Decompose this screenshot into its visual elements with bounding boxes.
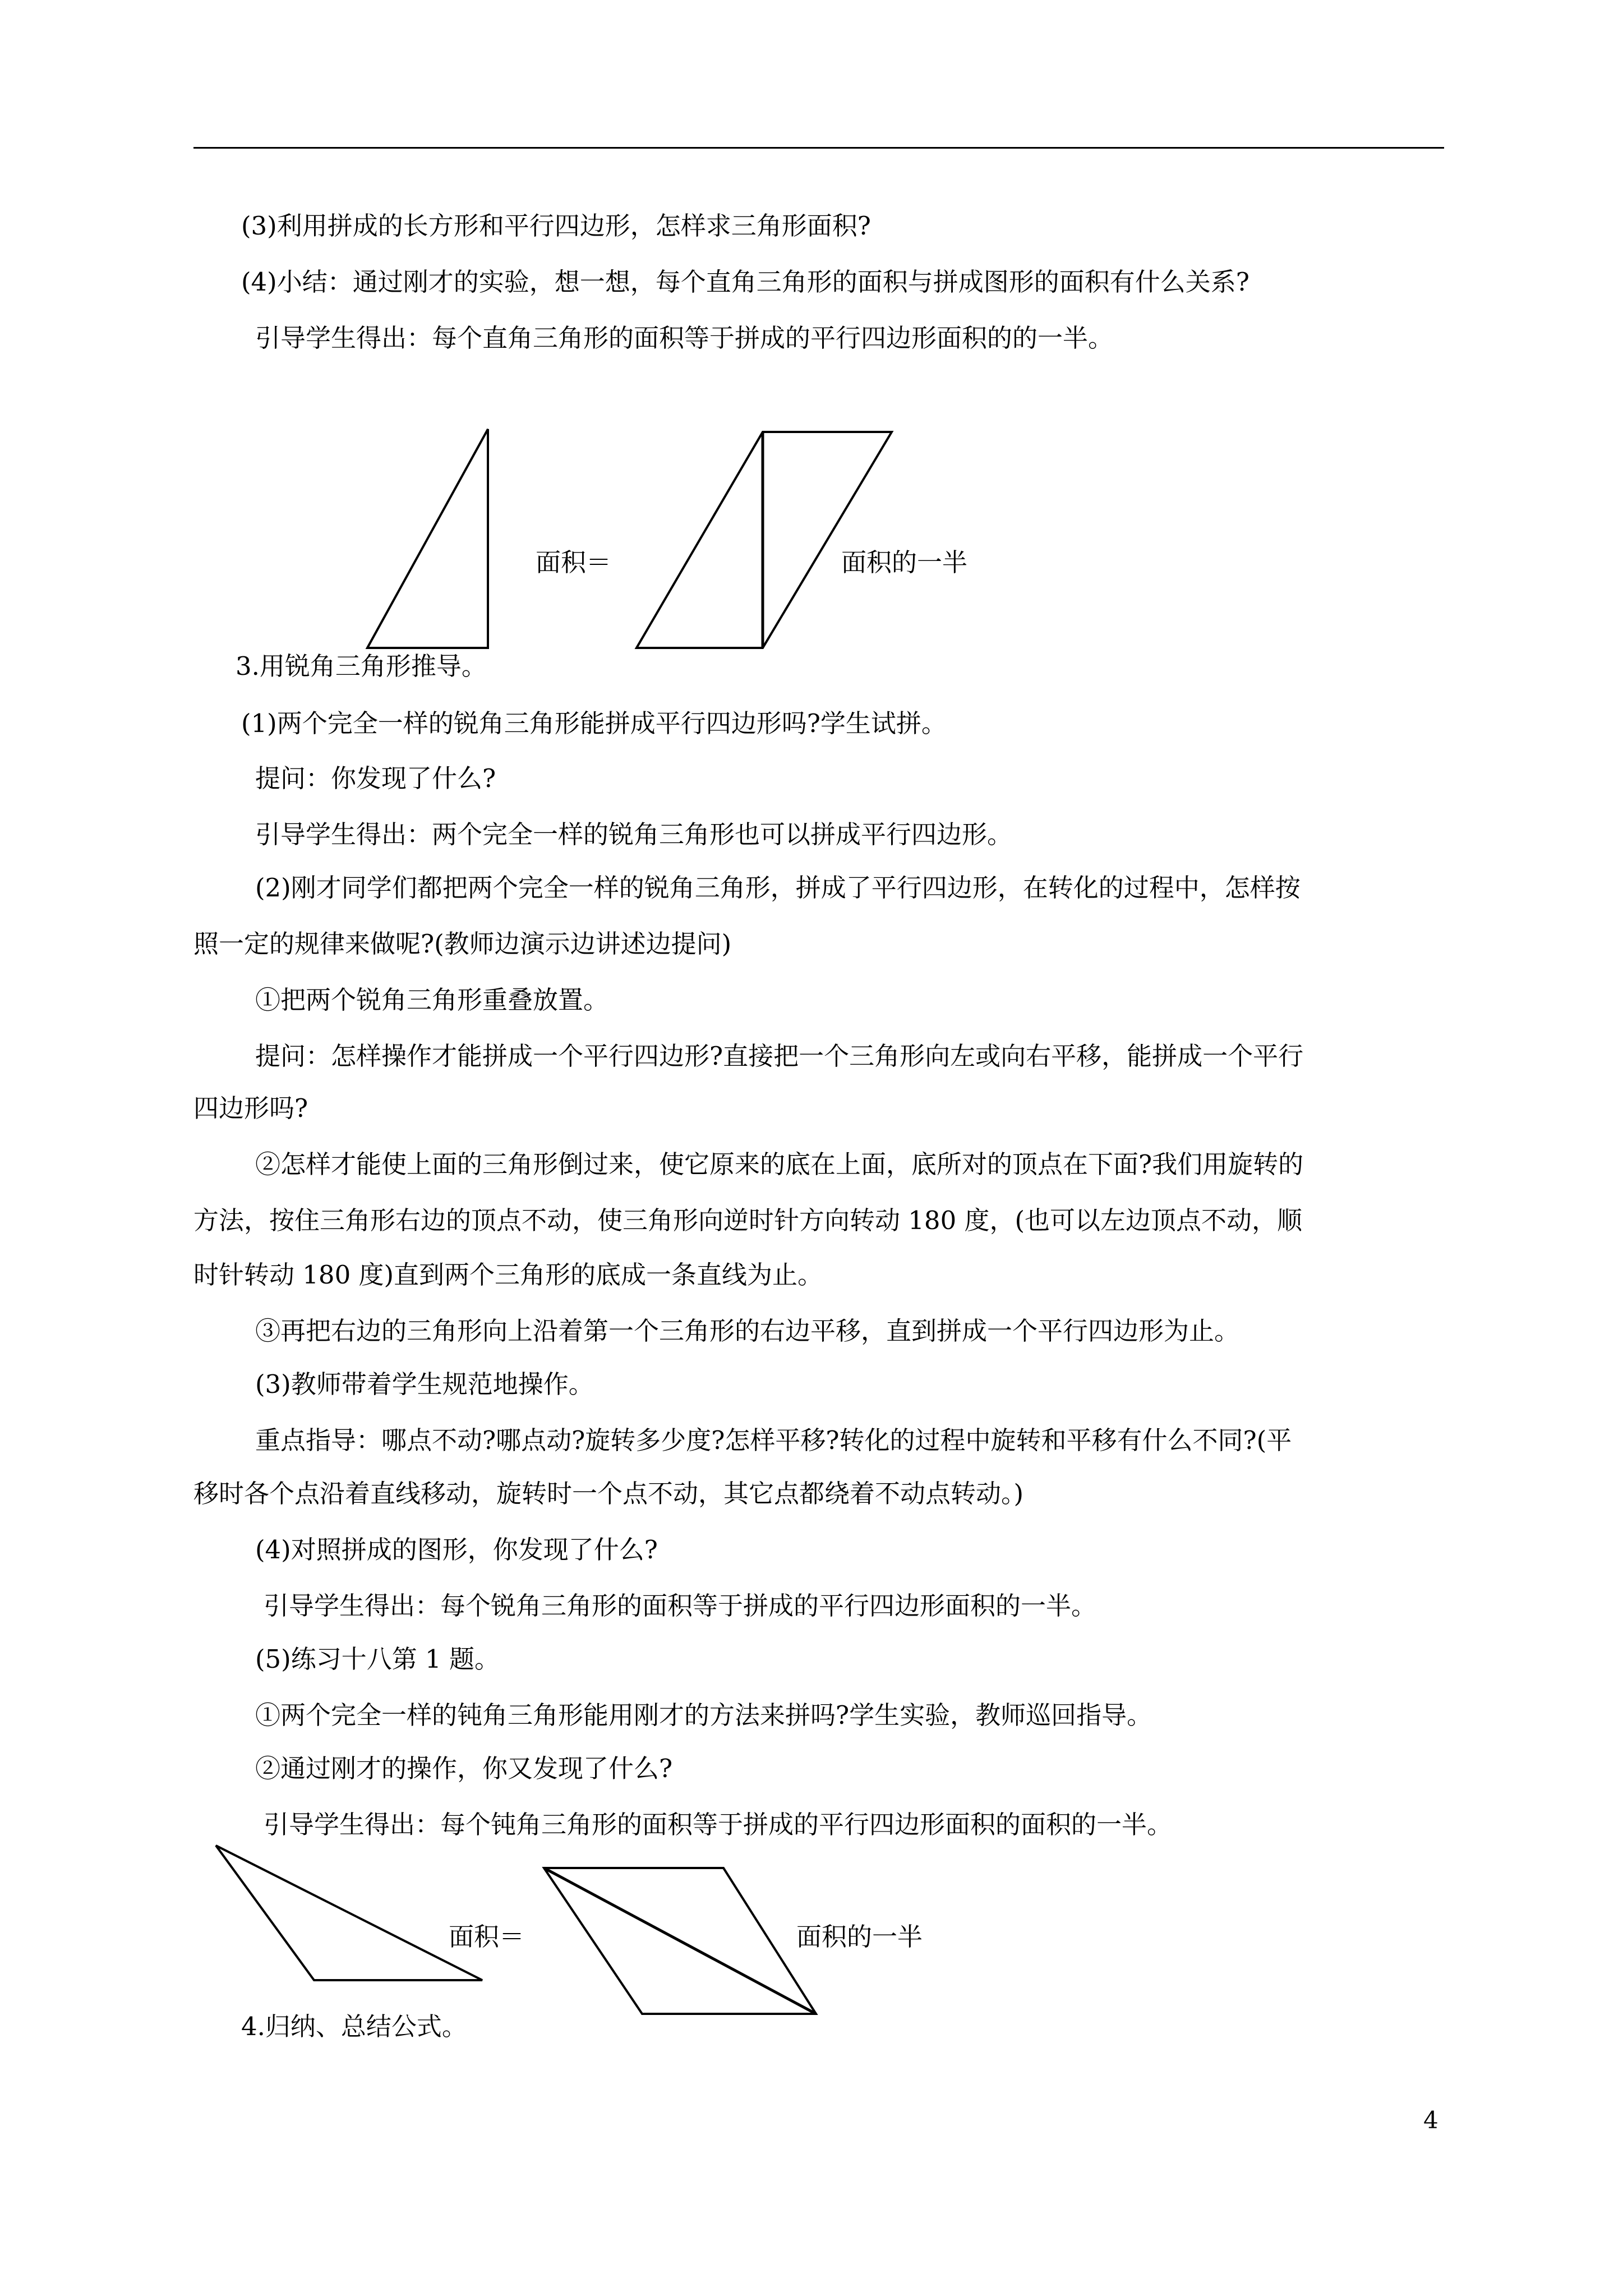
paragraph-line: 引导学生得出：每个钝角三角形的面积等于拼成的平行四边形面积的面积的一半。: [264, 1810, 1173, 1839]
section-heading: 4.归纳、总结公式。: [241, 2012, 467, 2041]
paragraph-line: ①两个完全一样的钝角三角形能用刚才的方法来拼吗?学生实验，教师巡回指导。: [255, 1700, 1152, 1730]
parallelogram-diagonal: [544, 1868, 816, 2014]
figure1-label-left: 面积＝: [536, 547, 612, 577]
section-heading: 3.用锐角三角形推导。: [236, 651, 487, 681]
paragraph-line: 引导学生得出：每个锐角三角形的面积等于拼成的平行四边形面积的一半。: [264, 1591, 1097, 1621]
paragraph-line: (4)小结：通过刚才的实验，想一想，每个直角三角形的面积与拼成图形的面积有什么关系?: [241, 267, 1249, 297]
page-number: 4: [1423, 2106, 1438, 2134]
paragraph-line: (3)利用拼成的长方形和平行四边形，怎样求三角形面积?: [241, 211, 871, 241]
paragraph-line: 四边形吗?: [193, 1093, 308, 1123]
figure2-label-right: 面积的一半: [796, 1922, 923, 1952]
figure1-label-right: 面积的一半: [841, 547, 968, 577]
paragraph-line: (1)两个完全一样的锐角三角形能拼成平行四边形吗?学生试拼。: [241, 708, 947, 738]
paragraph-line: (5)练习十八第 1 题。: [255, 1644, 500, 1674]
paragraph-line: 引导学生得出：每个直角三角形的面积等于拼成的平行四边形面积的的一半。: [255, 323, 1114, 353]
paragraph-line: 时针转动 180 度)直到两个三角形的底成一条直线为止。: [193, 1260, 823, 1290]
paragraph-line: 提问：怎样操作才能拼成一个平行四边形?直接把一个三角形向左或向右平移，能拼成一个平行: [255, 1041, 1304, 1071]
paragraph-line: 方法，按住三角形右边的顶点不动，使三角形向逆时针方向转动 180 度，(也可以左边顶点不动，顺: [193, 1205, 1303, 1235]
paragraph-line: ③再把右边的三角形向上沿着第一个三角形的右边平移，直到拼成一个平行四边形为止。: [255, 1316, 1240, 1346]
paragraph-line: ①把两个锐角三角形重叠放置。: [255, 985, 609, 1015]
paragraph-line: 提问：你发现了什么?: [255, 763, 496, 793]
paragraph-line: ②通过刚才的操作，你又发现了什么?: [255, 1754, 673, 1783]
paragraph-line: 移时各个点沿着直线移动，旋转时一个点不动，其它点都绕着不动点转动。): [193, 1479, 1024, 1508]
paragraph-line: 照一定的规律来做呢?(教师边演示边讲述边提问): [193, 929, 732, 959]
obtuse-triangle-shape: [216, 1846, 482, 1980]
figure2-label-left: 面积＝: [449, 1922, 525, 1952]
paragraph-line: (4)对照拼成的图形，你发现了什么?: [255, 1535, 658, 1565]
paragraph-line: (3)教师带着学生规范地操作。: [255, 1369, 594, 1399]
paragraph-line: 引导学生得出：两个完全一样的锐角三角形也可以拼成平行四边形。: [255, 820, 1013, 849]
paragraph-line: 重点指导：哪点不动?哪点动?旋转多少度?怎样平移?转化的过程中旋转和平移有什么不同?(平: [255, 1425, 1292, 1455]
paragraph-line: (2)刚才同学们都把两个完全一样的锐角三角形，拼成了平行四边形，在转化的过程中，怎样按: [255, 873, 1301, 903]
paragraph-line: ②怎样才能使上面的三角形倒过来，使它原来的底在上面，底所对的顶点在下面?我们用旋转的: [255, 1149, 1304, 1179]
